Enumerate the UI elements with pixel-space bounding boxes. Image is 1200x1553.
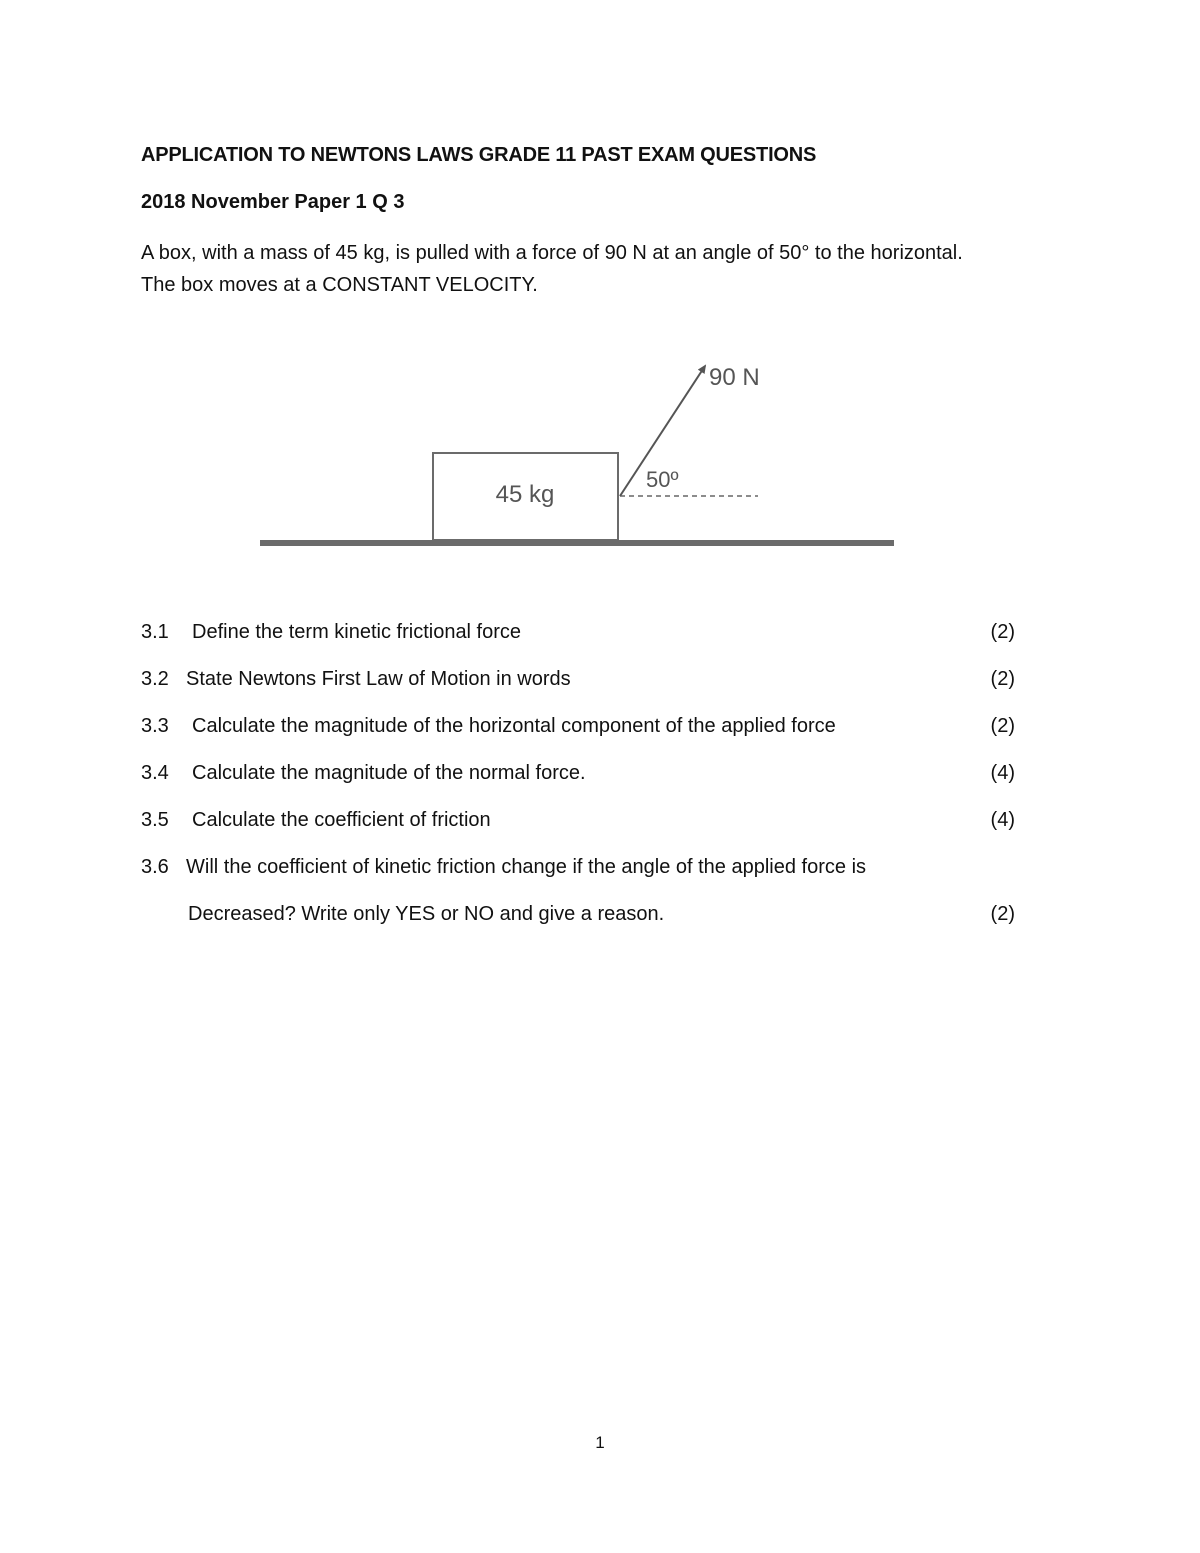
question-text: Will the coefficient of kinetic friction change if the angle of the applied force is bbox=[186, 856, 867, 878]
question-marks: (2) bbox=[990, 668, 1015, 690]
question-number: 3.6 bbox=[141, 856, 169, 878]
question-item bbox=[141, 853, 1021, 900]
question-item bbox=[141, 712, 1021, 759]
question-intro bbox=[141, 237, 1061, 301]
question-item bbox=[141, 759, 1021, 806]
applied-force-label: 90 N bbox=[709, 364, 760, 391]
force-diagram bbox=[250, 350, 910, 560]
question-item bbox=[141, 665, 1021, 712]
angle-label: 50º bbox=[646, 467, 679, 492]
question-text: Calculate the magnitude of the horizontal component of the applied force bbox=[192, 715, 836, 737]
question-text: State Newtons First Law of Motion in words bbox=[186, 668, 571, 690]
question-number: 3.3 bbox=[141, 715, 169, 737]
question-text: Define the term kinetic frictional force bbox=[192, 621, 522, 643]
intro-line-1: A box, with a mass of 45 kg, is pulled with a force of 90 N at an angle of 50° to the horizontal. bbox=[141, 242, 963, 264]
question-number: 3.5 bbox=[141, 809, 169, 831]
question-number: 3.4 bbox=[141, 762, 169, 784]
intro-line-2: The box moves at a CONSTANT VELOCITY. bbox=[141, 274, 538, 296]
question-marks: (4) bbox=[990, 809, 1015, 831]
question-number: 3.2 bbox=[141, 668, 169, 690]
question-text-continuation: Decreased? Write only YES or NO and give a reason. bbox=[188, 903, 665, 925]
question-item bbox=[141, 806, 1021, 853]
question-number: 3.1 bbox=[141, 621, 169, 643]
question-marks: (2) bbox=[990, 715, 1015, 737]
question-text: Calculate the coefficient of friction bbox=[192, 809, 491, 831]
question-marks: (4) bbox=[990, 762, 1015, 784]
question-item bbox=[141, 618, 1021, 665]
question-marks: (2) bbox=[990, 903, 1015, 925]
question-list bbox=[141, 618, 1021, 947]
page-number: 1 bbox=[595, 1433, 605, 1452]
box-mass-label: 45 kg bbox=[495, 481, 555, 508]
question-marks: (2) bbox=[990, 621, 1015, 643]
question-text: Calculate the magnitude of the normal force. bbox=[192, 762, 586, 784]
question-item-continuation bbox=[141, 900, 1021, 947]
document-title: APPLICATION TO NEWTONS LAWS GRADE 11 PAST EXAM QUESTIONS bbox=[141, 144, 817, 166]
question-source: 2018 November Paper 1 Q 3 bbox=[141, 191, 405, 213]
